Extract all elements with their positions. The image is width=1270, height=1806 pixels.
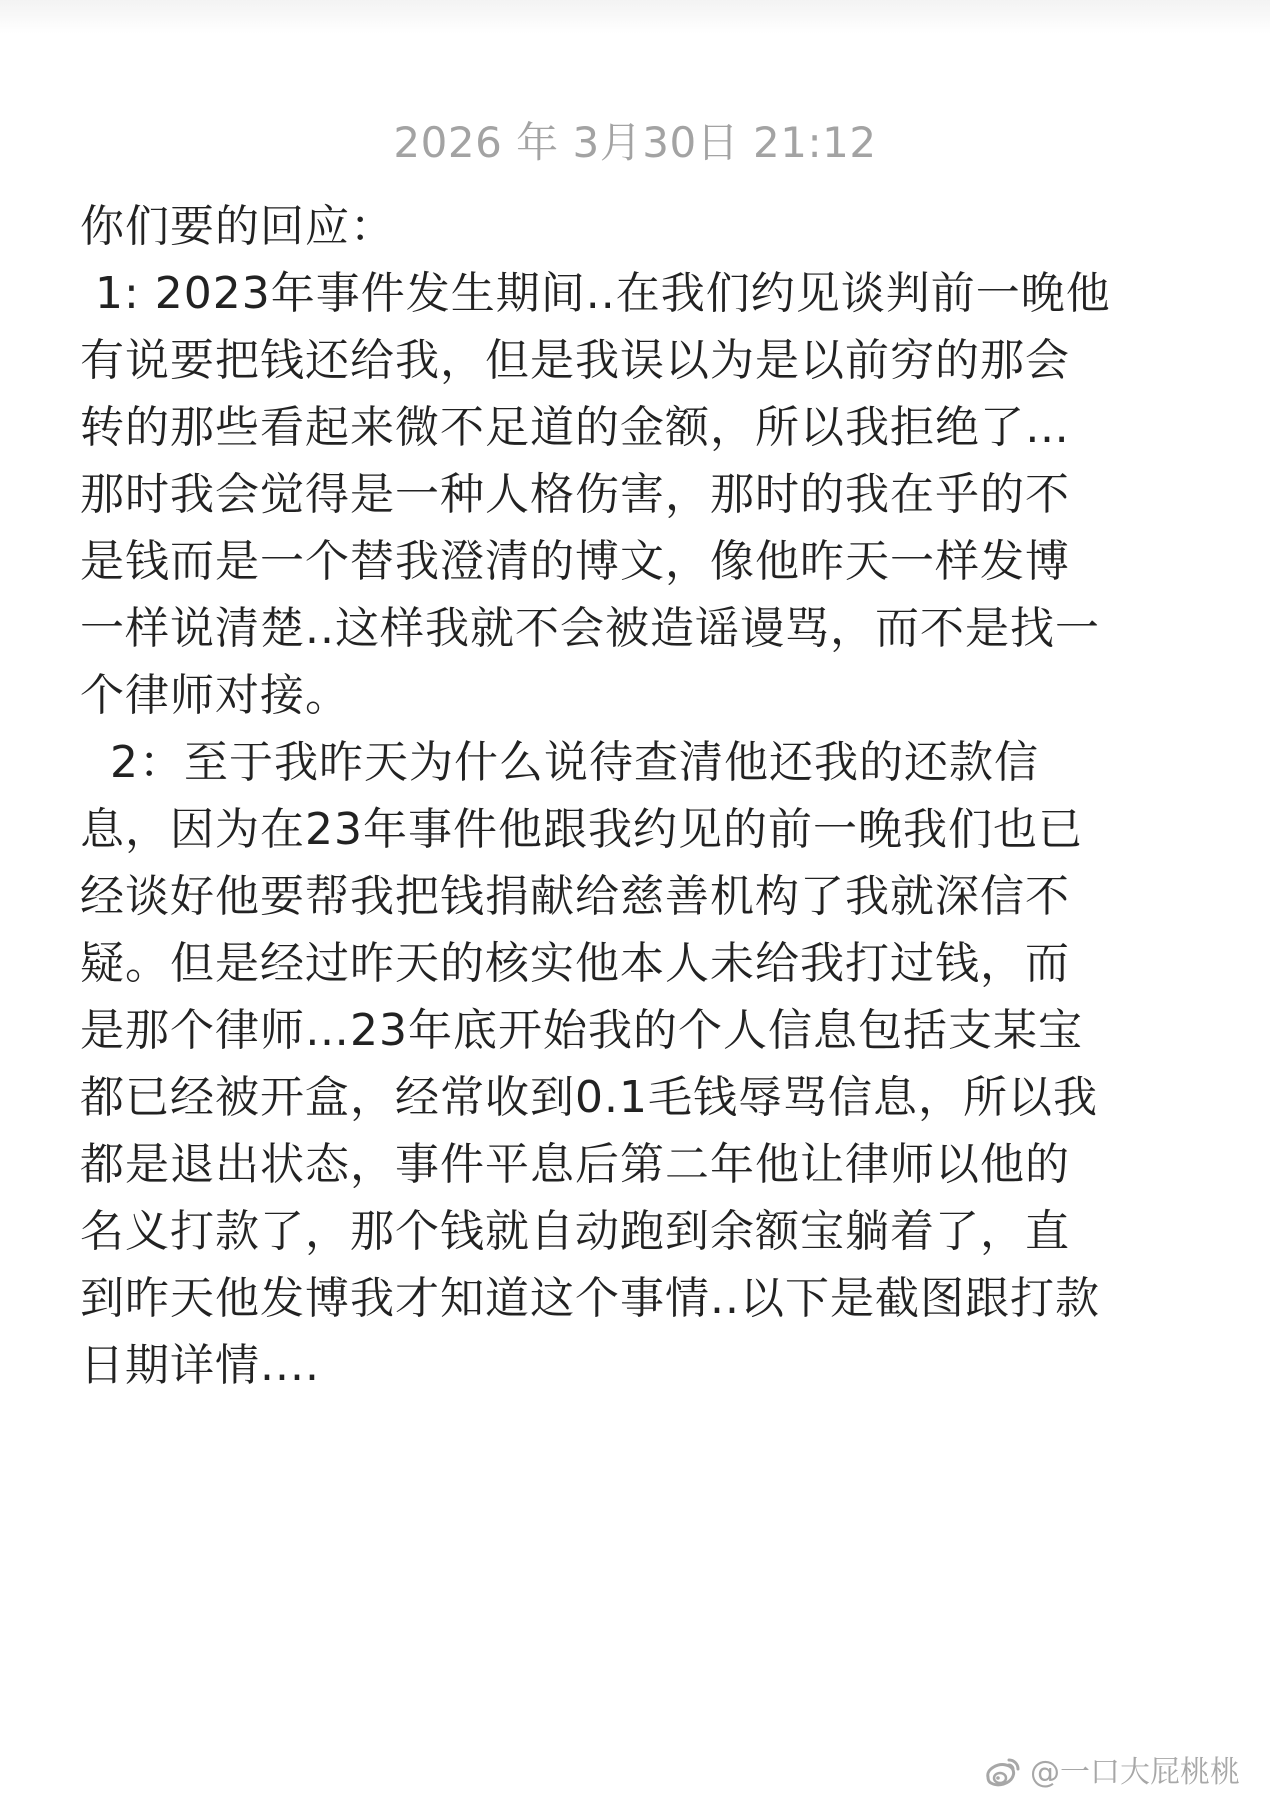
note-body <box>80 193 1200 1399</box>
note-line: 个律师对接。 <box>80 670 350 721</box>
note-line: 息，因为在23年事件他跟我约见的前一晚我们也已 <box>80 804 1083 855</box>
weibo-icon <box>980 1756 1022 1790</box>
note-line: 是钱而是一个替我澄清的博文，像他昨天一样发博 <box>80 536 1070 587</box>
note-line: 疑。但是经过昨天的核实他本人未给我打过钱，而 <box>80 938 1070 989</box>
note-line: 经谈好他要帮我把钱捐献给慈善机构了我就深信不 <box>80 871 1070 922</box>
note-line: 是那个律师…23年底开始我的个人信息包括支某宝 <box>80 1005 1083 1056</box>
watermark-handle: @一口大屁桃桃 <box>1030 1755 1240 1790</box>
top-fade <box>0 0 1270 34</box>
note-line: 都已经被开盒，经常收到0.1毛钱辱骂信息，所以我 <box>80 1072 1098 1123</box>
note-line: 1: 2023年事件发生期间..在我们约见谈判前一晚他 <box>80 268 1111 319</box>
note-line: 日期详情.... <box>80 1340 320 1391</box>
note-line: 那时我会觉得是一种人格伤害，那时的我在乎的不 <box>80 469 1070 520</box>
note-line: 2：至于我昨天为什么说待查清他还我的还款信 <box>80 737 1039 788</box>
watermark <box>980 1752 1240 1794</box>
note-line: 转的那些看起来微不足道的金额，所以我拒绝了… <box>80 402 1070 453</box>
note-line: 到昨天他发博我才知道这个事情..以下是截图跟打款 <box>80 1273 1100 1324</box>
note-line: 名义打款了，那个钱就自动跑到余额宝躺着了，直 <box>80 1206 1070 1257</box>
note-line: 都是退出状态，事件平息后第二年他让律师以他的 <box>80 1139 1070 1190</box>
note-line: 一样说清楚..这样我就不会被造谣谩骂，而不是找一 <box>80 603 1100 654</box>
note-line: 你们要的回应： <box>80 201 395 252</box>
note-timestamp: 2026 年 3月30日 21:12 <box>393 118 877 167</box>
note-line: 有说要把钱还给我，但是我误以为是以前穷的那会 <box>80 335 1070 386</box>
